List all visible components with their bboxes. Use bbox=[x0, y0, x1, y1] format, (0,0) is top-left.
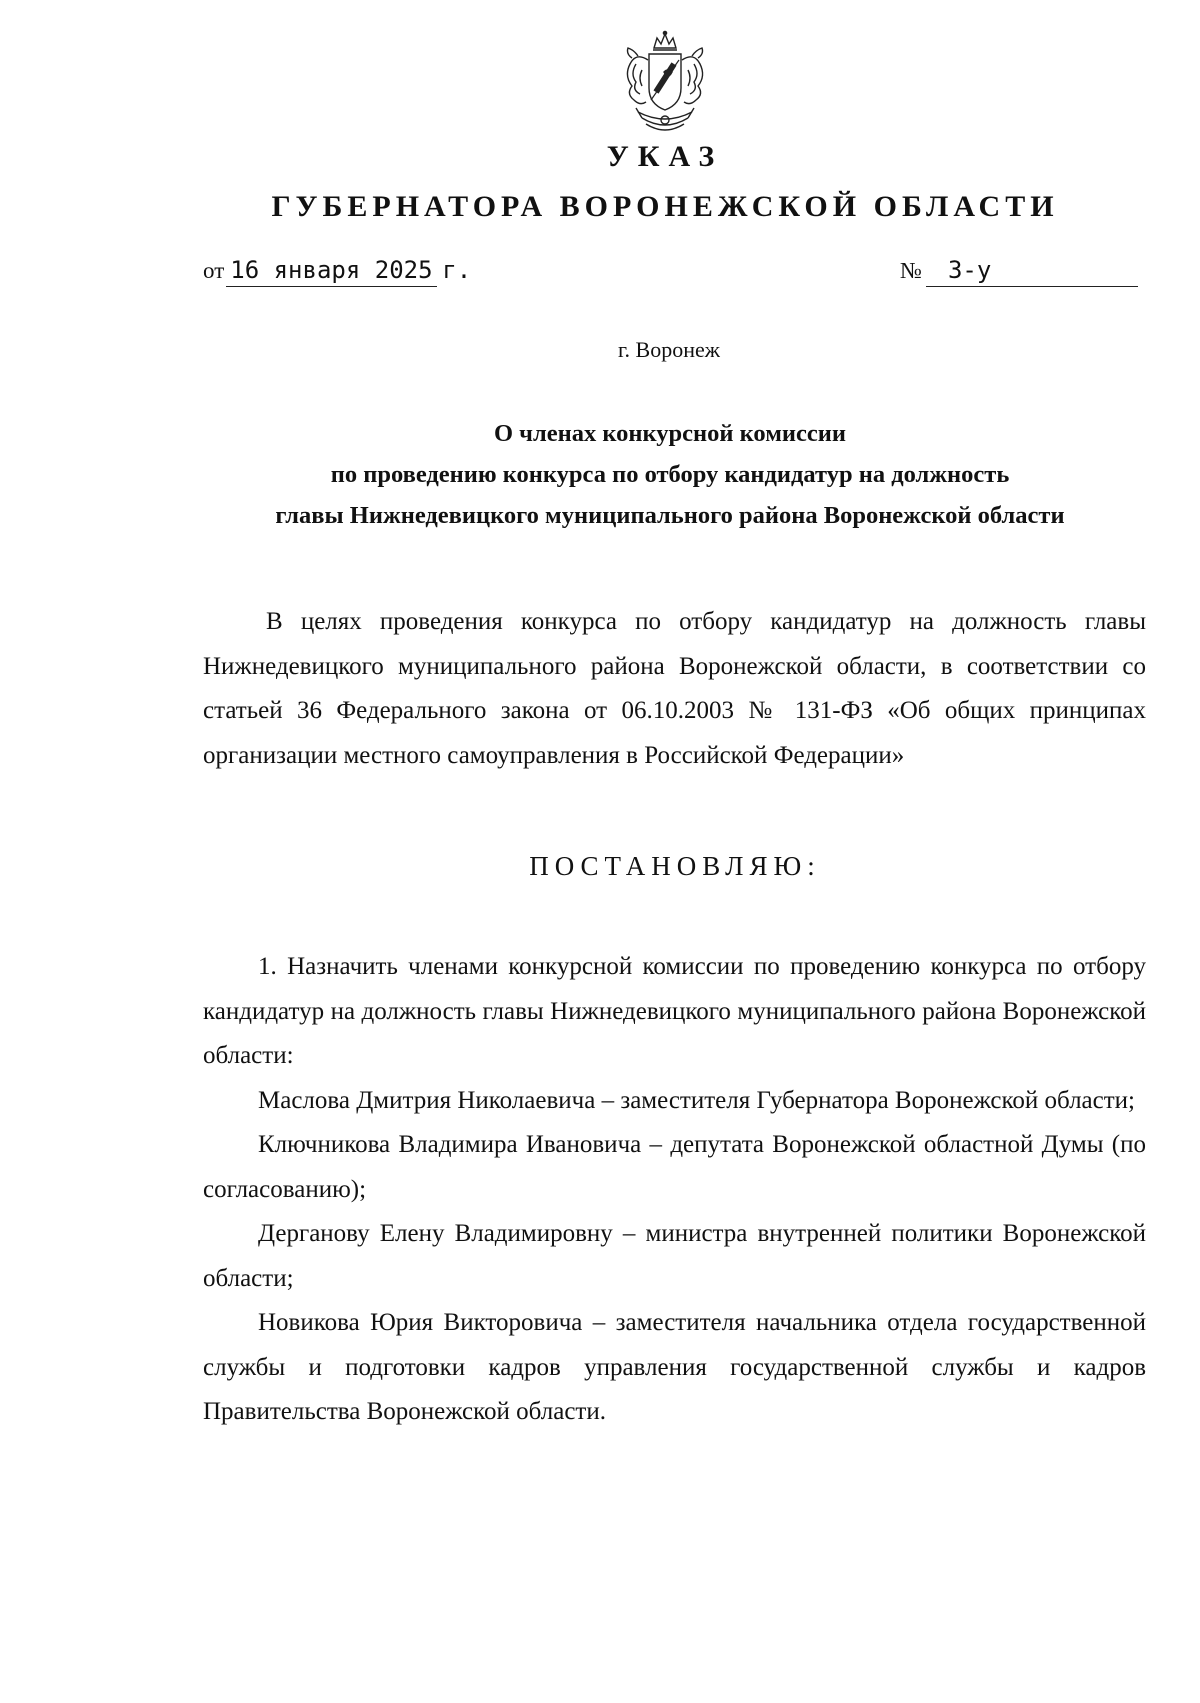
decree-word: ПОСТАНОВЛЯЮ: bbox=[529, 851, 821, 881]
preamble-text: В целях проведения конкурса по отбору кандидатур на должность главы Нижнедевицкого муниципального района Воронежской области, в соответствии со статьей 36 Федерального закона от 06.10.2003 № 131-ФЗ «Об общих принципах организации местного самоуправления в Российской Федерации» bbox=[203, 608, 1146, 769]
clause-1 bbox=[203, 945, 1146, 1435]
issuing-city: г. Воронеж bbox=[618, 337, 720, 362]
date-prefix: от bbox=[203, 258, 225, 283]
document-type: УКАЗ bbox=[606, 140, 724, 173]
commission-member: Новикова Юрия Викторовича – заместителя начальника отдела государственной службы и подготовки кадров управления государственной службы и кадров Правительства Воронежской области. bbox=[203, 1309, 1146, 1425]
document-date bbox=[203, 256, 471, 287]
commission-member: Маслова Дмитрия Николаевича – заместителя Губернатора Воронежской области; bbox=[258, 1086, 1136, 1114]
document-title bbox=[180, 413, 1160, 536]
number-prefix: № bbox=[900, 258, 922, 283]
date-value: 16 января 2025 bbox=[226, 256, 436, 287]
document-number bbox=[900, 256, 1138, 287]
preamble bbox=[203, 600, 1146, 778]
coat-of-arms-icon bbox=[616, 30, 714, 138]
title-line: по проведению конкурса по отбору кандидатур на должность bbox=[330, 461, 1010, 488]
title-line: главы Нижнедевицкого муниципального района Воронежской области bbox=[275, 502, 1065, 529]
commission-member: Дерганову Елену Владимировну – министра внутренней политики Воронежской области; bbox=[203, 1220, 1146, 1292]
number-value: 3-у bbox=[926, 256, 1138, 287]
issuing-authority: ГУБЕРНАТОРА ВОРОНЕЖСКОЙ ОБЛАСТИ bbox=[271, 190, 1059, 223]
date-suffix: г. bbox=[442, 256, 472, 284]
clause-text: 1. Назначить членами конкурсной комиссии по проведению конкурса по отбору кандидатур на должность главы Нижнедевицкого муниципального района Воронежской области: bbox=[203, 953, 1146, 1069]
title-line: О членах конкурсной комиссии bbox=[493, 420, 846, 447]
commission-member: Ключникова Владимира Ивановича – депутата Воронежской областной Думы (по согласованию); bbox=[203, 1131, 1146, 1203]
